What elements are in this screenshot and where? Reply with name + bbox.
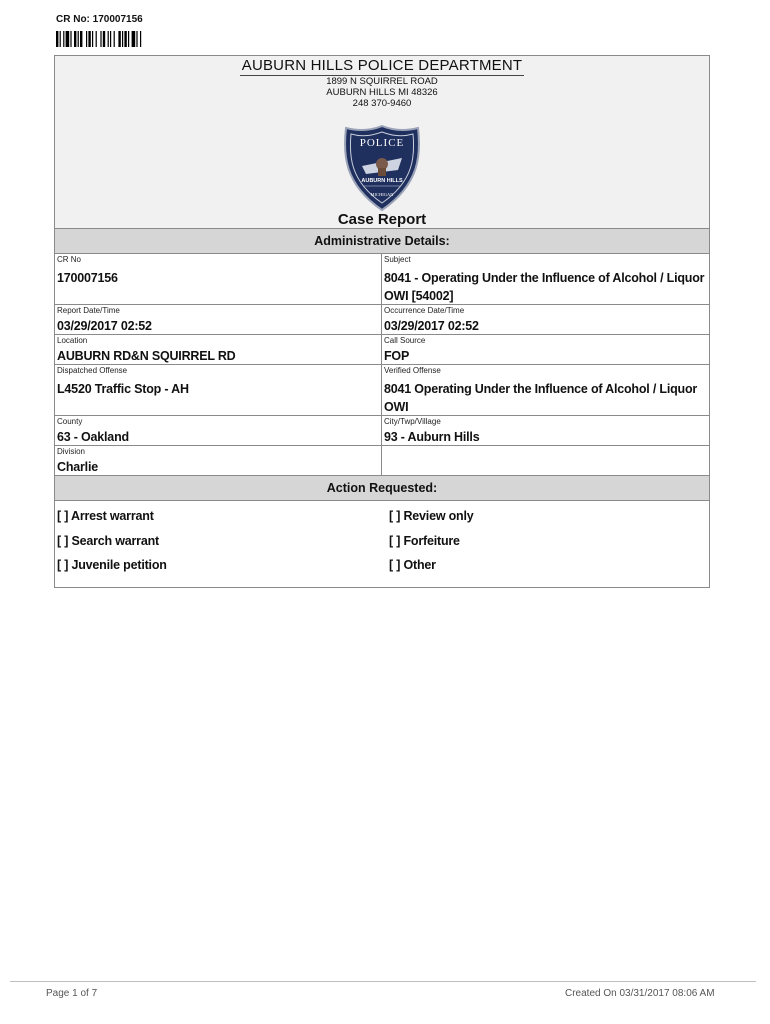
address-line-1: 1899 N SQUIRREL ROAD xyxy=(326,76,438,87)
verified-offense-value-line2: OWI xyxy=(384,400,409,414)
county-label: County xyxy=(57,417,83,426)
report-datetime-value: 03/29/2017 02:52 xyxy=(57,319,152,333)
location-label: Location xyxy=(57,336,88,345)
division-label: Division xyxy=(57,447,86,456)
barcode-icon xyxy=(56,31,186,47)
page-number: Page 1 of 7 xyxy=(46,988,98,999)
verified-offense-value: 8041 Operating Under the Influence of Alcohol / Liquor xyxy=(384,382,698,396)
city-label: City/Twp/Village xyxy=(384,417,441,426)
verified-offense-label: Verified Offense xyxy=(384,366,441,375)
occurrence-datetime-value: 03/29/2017 02:52 xyxy=(384,319,479,333)
action-search-warrant: [ ] Search warrant xyxy=(57,533,159,548)
action-forfeiture: [ ] Forfeiture xyxy=(389,533,460,548)
admin-row xyxy=(55,305,709,335)
county-value: 63 - Oakland xyxy=(57,430,129,444)
call-source-label: Call Source xyxy=(384,336,426,345)
department-phone: 248 370-9460 xyxy=(352,98,412,109)
cr-no-value: 170007156 xyxy=(57,271,118,285)
occurrence-datetime-label: Occurrence Date/Time xyxy=(384,306,465,315)
address-line-2: AUBURN HILLS MI 48326 xyxy=(326,87,438,98)
call-source-value: FOP xyxy=(384,349,410,363)
report-header xyxy=(55,56,709,228)
admin-row xyxy=(55,365,709,416)
subject-value: 8041 - Operating Under the Influence of Alcohol / Liquor xyxy=(384,271,705,285)
admin-section-title: Administrative Details: xyxy=(55,228,709,254)
subject-value-line2: OWI [54002] xyxy=(384,289,454,303)
cr-number-header: CR No: 170007156 xyxy=(56,14,143,25)
created-timestamp: Created On 03/31/2017 08:06 AM xyxy=(565,988,715,999)
report-title: Case Report xyxy=(337,211,427,228)
report-datetime-label: Report Date/Time xyxy=(57,306,120,315)
location-value: AUBURN RD&N SQUIRREL RD xyxy=(57,349,236,363)
dispatched-offense-value: L4520 Traffic Stop - AH xyxy=(57,382,189,396)
badge-city-text: AUBURN HILLS xyxy=(361,178,403,184)
police-badge-icon xyxy=(342,124,422,212)
admin-row xyxy=(55,254,709,305)
badge-state-text: MICHIGAN xyxy=(370,192,394,197)
dispatched-offense-label: Dispatched Offense xyxy=(57,366,128,375)
case-report xyxy=(54,55,710,588)
action-juvenile-petition: [ ] Juvenile petition xyxy=(57,558,167,572)
division-value: Charlie xyxy=(57,460,98,474)
department-name: AUBURN HILLS POLICE DEPARTMENT xyxy=(241,57,523,74)
footer-divider xyxy=(10,981,756,982)
action-section-title: Action Requested: xyxy=(55,475,709,501)
admin-row xyxy=(55,335,709,365)
subject-label: Subject xyxy=(384,255,411,264)
city-value: 93 - Auburn Hills xyxy=(384,430,480,444)
admin-row xyxy=(55,416,709,446)
badge-top-text: POLICE xyxy=(359,137,405,149)
cr-no-label: CR No xyxy=(57,255,82,264)
action-list xyxy=(55,501,709,587)
admin-row xyxy=(55,446,709,475)
action-other: [ ] Other xyxy=(389,558,436,572)
action-review-only: [ ] Review only xyxy=(389,509,474,523)
action-arrest-warrant: [ ] Arrest warrant xyxy=(57,509,154,523)
